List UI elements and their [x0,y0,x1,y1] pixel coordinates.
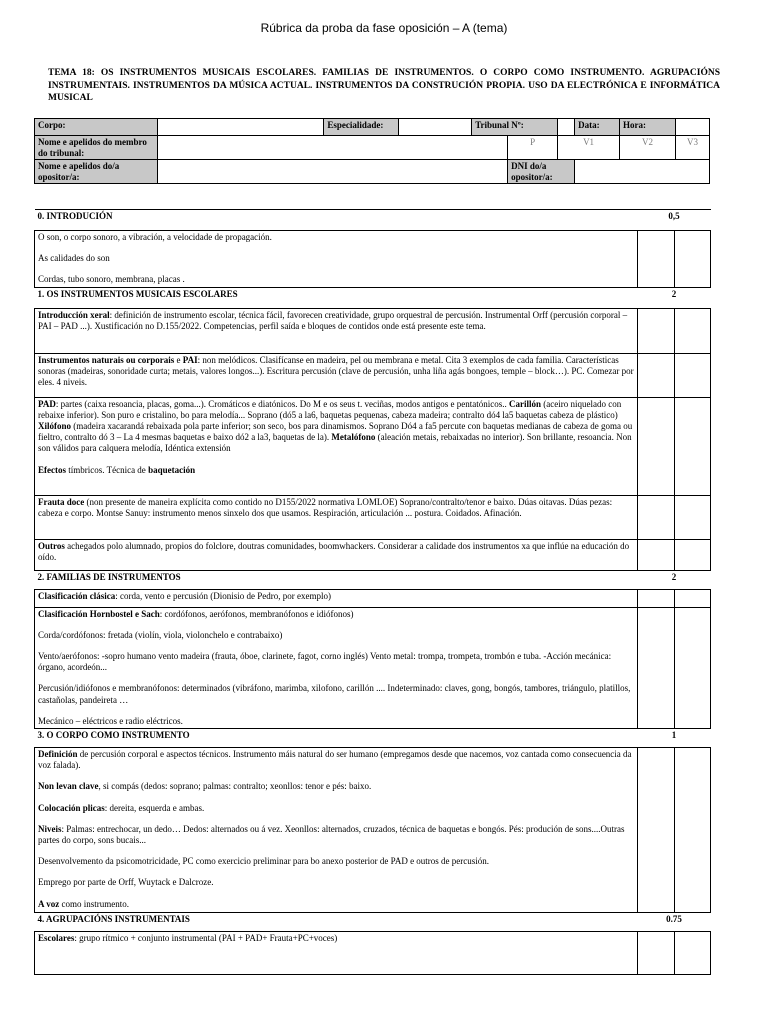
bold-term: Efectos [38,464,66,475]
data-label: Data: [575,119,620,136]
tribunal-field[interactable] [558,119,575,136]
bold-term: Instrumentos naturais ou corporais [38,354,175,365]
bold-term: Definición [38,749,78,760]
score-cell[interactable] [675,607,711,728]
hora-field[interactable] [675,119,709,136]
tema-heading: TEMA 18: OS INSTRUMENTOS MUSICAIS ESCOLARES. FAMILIAS DE INSTRUMENTOS. O CORPO COMO INSTRUMENTO. AGRUPACIÓNS INSTRUMENTAIS. INSTRUMENTOS DA MÚSICA ACTUAL. INSTRUMENTOS DA CONSTRUCIÓN PROPIA. USO DA ELECTRÓNICA E INFORMÁTICA MUSICAL [48,68,720,103]
rubric-line: : partes (caixa resoancia, placas, goma...). Cromáticos e diatónicos. Do M e os seus t. veciñas, modos antigos e pentatónicos.. [55,398,509,409]
score-cell[interactable] [675,589,711,607]
corpo-field[interactable] [157,119,324,136]
bold-term: PAI [182,354,198,365]
bold-term: Escolares [38,933,75,944]
especialidade-field[interactable] [399,119,472,136]
rubric-line: (madeira xacarandá rebaixada pola parte inferior; son seco, bos para dinamismos. Soprano Dó4 a fa5 percute con baquetas medianas de cabeza de goma ou fieltro, contralto dó 3 – La 4 mesmas baquetas e baixo dó2 a la3, baquetas de la). [38,421,633,443]
bold-term: Niveis [38,823,62,834]
rubric-line: Emprego por parte de Orff, Wuytack e Dalcroze. [38,877,214,888]
dni-field[interactable] [575,160,710,184]
rubric-line: Corda/cordófonos: fretada (violín, viola, violonchelo e contrabaixo) [38,629,283,640]
bold-term: Colocación plicas [38,802,105,813]
v3-column: V3 [675,136,709,160]
rubric-line: : cordófonos, aerófonos, membranófonos e idiófonos) [159,608,354,619]
score-cell[interactable] [638,308,675,353]
section-title: 4. AGRUPACIÓNS INSTRUMENTAIS [35,913,638,932]
bold-term: Introducción xeral [38,309,110,320]
rubric-row [35,397,711,495]
rubric-line: : dereita, esquerda e ambas. [104,802,205,813]
rubric-text [35,308,638,353]
opositor-field[interactable] [157,160,507,184]
rubric-row [35,353,711,397]
rubric-line: achegados polo alumnado, propios do folclore, doutras comunidades, boomwhackers. Considerar a calidade dos instrumentos xa que inflúe na educación do oído. [38,540,630,562]
section-row [35,287,711,308]
rubric-line: como instrumento. [59,898,129,909]
score-cell[interactable] [675,353,711,397]
score-cell[interactable] [675,495,711,539]
section-title: 2. FAMILIAS DE INSTRUMENTOS [35,570,638,589]
rubric-row [35,932,711,975]
especialidade-label: Especialidade: [324,119,399,136]
score-cell[interactable] [638,748,675,913]
bold-term: Metalófono [331,432,376,443]
opositor-label: Nome e apelidos do/a opositor/a: [35,160,158,184]
rubric-paragraph [38,803,634,814]
score-cell[interactable] [638,607,675,728]
score-cell[interactable] [675,932,711,975]
rubric-paragraph [38,749,634,771]
section-title: 0. INTRODUCIÓN [35,210,638,231]
hora-label: Hora: [620,119,676,136]
score-cell[interactable] [675,231,711,288]
rubric-text [35,932,638,975]
tribunal-label: Tribunal Nº: [472,119,558,136]
rubric-line: (non presente de maneira explícita como contido no D155/2022 normativa LOMLOE) Soprano/contralto/tenor e baixo. Dúas oitavas. Dúas pezas: cabeza e corpo. Montse Sanuy: instrumento menos sinxelo dos que usamos. Respiración, articulación ... postura. Coidados. Afinación. [38,496,613,518]
rubric-table [34,209,711,975]
score-cell[interactable] [638,353,675,397]
section-points: 0.75 [638,913,711,932]
section-row [35,913,711,932]
rubric-text [35,495,638,539]
rubric-paragraph [38,399,634,455]
rubric-line: , si compás (dedos: soprano; palmas: contralto; xeonllos: tenor e pés: baixo. [98,781,372,792]
rubric-paragraph [38,824,634,846]
section-points: 2 [638,287,711,308]
rubric-line: Vento/aerófonos: -sopro humano vento madeira (frauta, óboe, clarinete, fagot, corno inglés) Vento metal: trompa, trompeta, trombón e tuba. -Acción mecánica: órgano, acordeón... [38,651,612,673]
score-cell[interactable] [638,231,675,288]
rubric-text [35,748,638,913]
header-table [34,118,710,184]
rubric-line: de percusión corporal e aspectos técnicos. Instrumento máis natural do ser humano (empregamos desde que nacemos, voz cantada como consecuencia da voz falada). [38,749,632,771]
rubric-line: Mecánico – eléctricos e radio eléctricos. [38,715,183,726]
rubric-row [35,539,711,570]
v1-column: V1 [558,136,620,160]
score-cell[interactable] [675,308,711,353]
rubric-line: e [174,354,183,365]
rubric-text [35,397,638,495]
rubric-paragraph [38,465,634,476]
rubric-row [35,495,711,539]
section-row [35,210,711,231]
score-cell[interactable] [638,932,675,975]
bold-term: A voz [38,898,60,909]
score-cell[interactable] [675,539,711,570]
rubric-text [35,353,638,397]
bold-term: Frauta doce [38,496,85,507]
rubric-paragraph [38,781,634,792]
section-row [35,729,711,748]
section-points: 1 [638,729,711,748]
rubric-text [35,607,638,728]
bold-term: Xilófono [38,421,72,432]
p-column: P [508,136,558,160]
bold-term: PAD [38,398,56,409]
document-title: Rúbrica da proba da fase oposición – A (tema) [260,21,508,35]
rubric-line: Cordas, tubo sonoro, membrana, placas . [38,274,185,285]
membro-field[interactable] [157,136,507,160]
rubric-row [35,308,711,353]
rubric-line: Desenvolvemento da psicomotricidade, PC como exercicio preliminar para bo anexo posterior de PAD e outros de percusión. [38,856,490,867]
section-points: 0,5 [638,210,711,231]
section-title: 3. O CORPO COMO INSTRUMENTO [35,729,638,748]
rubric-text [35,589,638,607]
bold-term: baquetación [148,464,196,475]
bold-term: Outros [38,540,65,551]
rubric-text [35,231,638,288]
membro-label: Nome e apelidos do membro do tribunal: [35,136,158,160]
section-title: 1. OS INSTRUMENTOS MUSICAIS ESCOLARES [35,287,638,308]
v2-column: V2 [620,136,676,160]
rubric-line: : grupo rítmico + conjunto instrumental (PAI + PAD+ Frauta+PC+voces) [74,933,338,944]
rubric-paragraph [38,609,634,620]
rubric-row [35,748,711,913]
rubric-line: : corda, vento e percusión (Dionisio de Pedro, por exemplo) [115,590,331,601]
corpo-label: Corpo: [35,119,158,136]
dni-label: DNI do/a opositor/a: [508,160,575,184]
score-cell[interactable] [638,495,675,539]
rubric-row [35,231,711,288]
rubric-text [35,539,638,570]
rubric-line: O son, o corpo sonoro, a vibración, a velocidade de propagación. [38,232,272,242]
score-cell[interactable] [638,589,675,607]
rubric-line: : non melódicos. Clasifícanse en madeira, pel ou membrana e metal. Cita 3 exemplos de cada familia. Características sonoras (madeiras, sonoridade curta; metais, valores longos...). Escritura percusión (clave de percusión, unha liña agás bongoes, temple – block…). PC. Comezar por eles. 4 niveis. [38,354,634,388]
section-row [35,570,711,589]
rubric-line: As calidades do son [38,253,110,264]
rubric-row [35,607,711,728]
bold-term: Non levan clave [38,781,99,792]
section-points: 2 [638,570,711,589]
rubric-paragraph [38,899,634,910]
score-cell[interactable] [675,397,711,495]
score-cell[interactable] [638,397,675,495]
score-cell[interactable] [675,748,711,913]
rubric-line: : definición de instrumento escolar, técnica fácil, favorecen creatividade, grupo orquestral de percusión. Instrumental Orff (percusión corporal – PAI – PAD ...). Xustificación no D.155/2022. Competencias, perfil saída e bloques de contidos onde está presente este tema. [38,309,628,331]
bold-term: Clasificación clásica [38,590,116,601]
rubric-line: tímbricos. Técnica de [66,464,149,475]
rubric-line: (aleación metais, rebaixadas no interior). Son brillante, resoancia. Non son válidos para calquera melodía, Idéntica extensión [38,432,632,454]
rubric-line: (aceiro niquelado con rebaixe inferior). Son puro e cristalino, bo para melodía... Soprano (dó5 a la6, baquetas pequenas, cabeza madeira; contralto dó4 la5 baquetas cabeza de plástico) [38,398,622,420]
rubric-row [35,589,711,607]
score-cell[interactable] [638,539,675,570]
rubric-line: Percusión/idiófonos e membranófonos: determinados (vibráfono, marimba, xilofono, carillón .... Indeterminado: claves, gong, bongós, tambores, triángulo, platillos, castañolas, pandeireta … [38,683,631,705]
rubric-line: : Palmas: entrechocar, un dedo… Dedos: alternados ou á vez. Xeonllos: alternados, cruzados, técnica de baquetas e bongós. Pés: produción de sons....Outras partes do corpo, sons bucais... [38,823,625,846]
bold-term: Carillón [508,398,541,409]
bold-term: Clasificación Hornbostel e Sach [38,608,160,619]
